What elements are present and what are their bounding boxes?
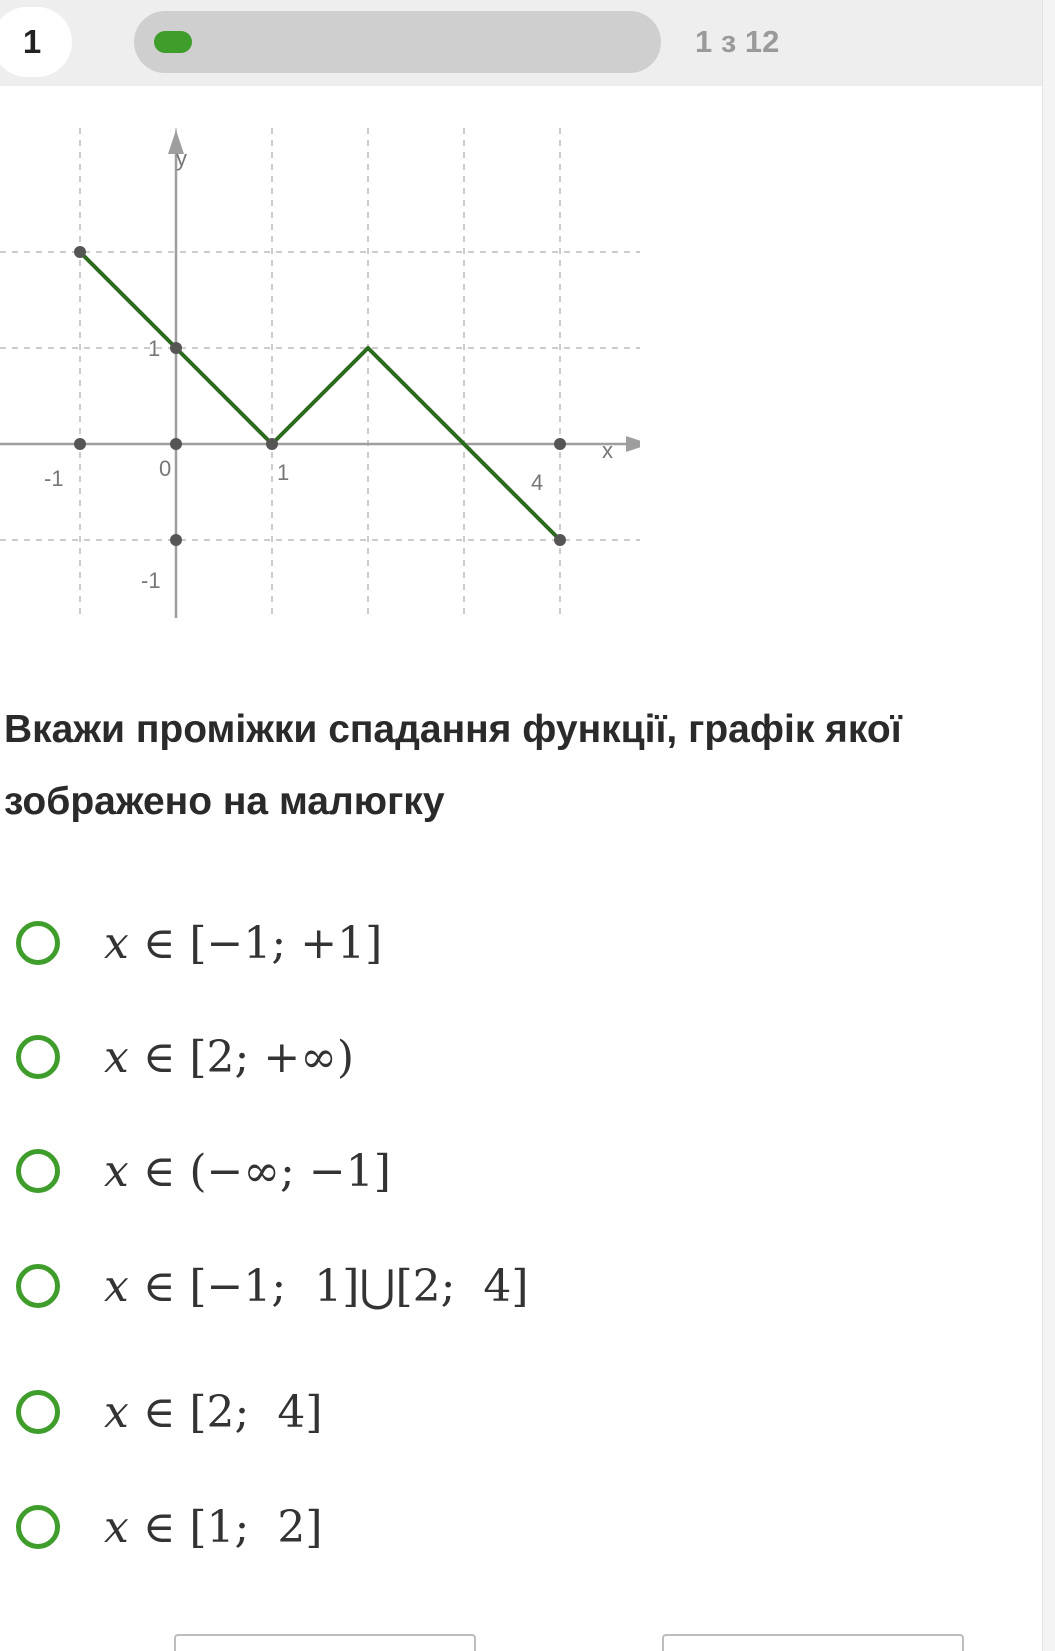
tick-label-x-4: 4 xyxy=(531,470,544,495)
function-polyline xyxy=(80,252,560,540)
answer-option[interactable] xyxy=(16,1136,391,1206)
answer-option[interactable] xyxy=(16,1377,323,1447)
tick-label-y-minus1: -1 xyxy=(141,568,161,593)
graph-point xyxy=(266,438,278,450)
question-text: Вкажи проміжки спадання функції, графік якої зображено на малюгку xyxy=(4,708,902,823)
question-number-badge[interactable]: 1 xyxy=(0,7,72,77)
radio-button-icon[interactable] xyxy=(16,1390,60,1434)
previous-button[interactable] xyxy=(174,1634,476,1651)
graph-axes xyxy=(0,130,640,618)
answer-option[interactable] xyxy=(16,1251,529,1321)
graph-point xyxy=(170,438,182,450)
radio-button-icon[interactable] xyxy=(16,1264,60,1308)
answer-option-text[interactable]: x ∈ [1; 2] xyxy=(104,1501,323,1553)
progress-bar-fill xyxy=(154,31,192,53)
tick-label-origin: 0 xyxy=(159,456,172,481)
graph-point xyxy=(74,246,86,258)
answer-option[interactable] xyxy=(16,1022,354,1092)
y-axis-label: y xyxy=(176,146,187,171)
progress-bar xyxy=(134,11,661,73)
graph-point xyxy=(170,342,182,354)
function-graph xyxy=(0,118,640,618)
radio-button-icon[interactable] xyxy=(16,1505,60,1549)
graph-point xyxy=(170,534,182,546)
graph-grid xyxy=(0,128,640,618)
graph-point xyxy=(554,534,566,546)
radio-button-icon[interactable] xyxy=(16,1035,60,1079)
radio-button-icon[interactable] xyxy=(16,921,60,965)
question-counter: 1 з 12 xyxy=(695,24,780,59)
graph-point xyxy=(554,438,566,450)
answer-option-text[interactable]: x ∈ (−∞; −1] xyxy=(104,1145,391,1197)
x-axis-label: x xyxy=(602,438,613,463)
tick-label-x-1: 1 xyxy=(277,460,290,485)
answer-option-text[interactable]: x ∈ [−1; 1]⋃[2; 4] xyxy=(104,1260,529,1312)
scrollbar-track[interactable] xyxy=(1042,0,1055,1651)
answer-option-text[interactable]: x ∈ [2; 4] xyxy=(104,1386,323,1438)
next-button[interactable] xyxy=(662,1634,964,1651)
tick-label-y-1: 1 xyxy=(148,336,161,361)
answer-option[interactable] xyxy=(16,908,382,978)
radio-button-icon[interactable] xyxy=(16,1149,60,1193)
x-axis-arrow-icon xyxy=(626,436,640,452)
graph-point xyxy=(74,438,86,450)
answer-option-text[interactable]: x ∈ [−1; +1] xyxy=(104,917,383,969)
answer-option-text[interactable]: x ∈ [2; +∞) xyxy=(104,1031,355,1083)
answer-option[interactable] xyxy=(16,1492,323,1562)
quiz-header xyxy=(0,0,1042,86)
tick-label-x-minus1: -1 xyxy=(44,466,64,491)
